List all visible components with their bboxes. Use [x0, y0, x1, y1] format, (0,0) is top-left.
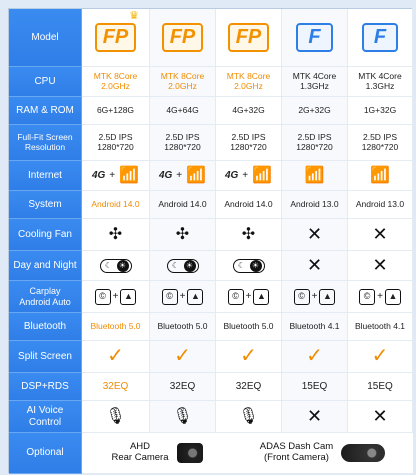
label-voice: AI Voice Control — [9, 401, 82, 433]
microphone-icon: 🎙 — [105, 407, 126, 425]
split-4 — [282, 341, 348, 373]
crown-icon: ♛ — [129, 10, 139, 22]
android-auto-icon: ▲ — [187, 289, 203, 305]
split-3 — [216, 341, 282, 373]
check-icon: ✓ — [174, 345, 191, 367]
internet-4 — [282, 161, 348, 191]
system-3: Android 14.0 — [216, 191, 282, 219]
split-5 — [348, 341, 413, 373]
carplay-3: © + ▲ — [216, 281, 282, 313]
split-1 — [82, 341, 150, 373]
voice-3 — [216, 401, 282, 433]
row-screen — [9, 125, 413, 161]
wifi-icon: 📶 — [370, 166, 390, 184]
row-voice — [9, 401, 413, 433]
ram-3: 4G+32G — [216, 97, 282, 125]
daynight-3 — [216, 251, 282, 281]
row-ram — [9, 97, 413, 125]
label-daynight: Day and Night — [9, 251, 82, 281]
label-system: System — [9, 191, 82, 219]
rear-camera-icon — [177, 443, 203, 463]
carplay-2: © + ▲ — [150, 281, 216, 313]
voice-1 — [82, 401, 150, 433]
adas-label: ADAS Dash Cam (Front Camera) — [259, 441, 334, 463]
carplay-icon: © — [95, 289, 111, 305]
system-5: Android 13.0 — [348, 191, 413, 219]
row-model — [9, 9, 413, 67]
carplay-1: © + ▲ — [82, 281, 150, 313]
carplay-5: © + ▲ — [348, 281, 413, 313]
row-cpu — [9, 67, 413, 97]
fan-5 — [348, 219, 413, 251]
row-dsp — [9, 373, 413, 401]
daynight-1 — [82, 251, 150, 281]
model-3 — [216, 9, 282, 67]
fp-badge: FP — [95, 23, 137, 52]
4g-icon: 4G — [91, 169, 106, 181]
check-icon: ✓ — [107, 345, 124, 367]
row-split — [9, 341, 413, 373]
cpu-5: MTK 4Core 1.3GHz — [348, 67, 413, 97]
split-2 — [150, 341, 216, 373]
screen-2: 2.5D IPS 1280*720 — [150, 125, 216, 161]
label-carplay: Carplay Android Auto — [9, 281, 82, 313]
optional-items — [82, 433, 413, 474]
cross-icon: ✕ — [372, 224, 388, 245]
label-screen: Full-Fit Screen Resolution — [9, 125, 82, 161]
fan-icon: ✣ — [241, 225, 256, 243]
screen-1: 2.5D IPS 1280*720 — [82, 125, 150, 161]
day-night-toggle-icon: ☾ ☀ — [233, 259, 265, 273]
dsp-3: 32EQ — [216, 373, 282, 401]
wifi-icon: 📶 — [119, 166, 140, 184]
internet-3: 4G + 📶 — [216, 161, 282, 191]
check-icon: ✓ — [371, 345, 389, 367]
model-1 — [82, 9, 150, 67]
internet-5 — [348, 161, 413, 191]
ram-2: 4G+64G — [150, 97, 216, 125]
dsp-1: 32EQ — [82, 373, 150, 401]
dsp-2: 32EQ — [150, 373, 216, 401]
comparison-table — [8, 8, 412, 473]
android-auto-icon: ▲ — [253, 289, 269, 305]
carplay-icon: © — [294, 289, 310, 305]
label-bluetooth: Bluetooth — [9, 313, 82, 341]
bluetooth-4: Bluetooth 4.1 — [282, 313, 348, 341]
day-night-toggle-icon: ☾ ☀ — [167, 259, 199, 273]
label-cpu: CPU — [9, 67, 82, 97]
fp-badge: FP — [162, 23, 204, 52]
system-2: Android 14.0 — [150, 191, 216, 219]
wifi-icon: 📶 — [252, 166, 273, 184]
optional-ahd — [82, 442, 232, 464]
ram-4: 2G+32G — [282, 97, 348, 125]
4g-icon: 4G — [158, 169, 173, 181]
ahd-label: AHD Rear Camera — [111, 441, 169, 463]
row-daynight — [9, 251, 413, 281]
fan-1 — [82, 219, 150, 251]
voice-5 — [348, 401, 413, 433]
cross-icon: ✕ — [306, 406, 323, 427]
cpu-2: MTK 8Core 2.0GHz — [150, 67, 216, 97]
label-model: Model — [9, 9, 82, 67]
label-ram: RAM & ROM — [9, 97, 82, 125]
label-optional: Optional — [9, 433, 82, 474]
row-internet — [9, 161, 413, 191]
screen-3: 2.5D IPS 1280*720 — [216, 125, 282, 161]
cross-icon: ✕ — [372, 255, 388, 276]
day-night-toggle-icon: ☾ ☀ — [100, 259, 132, 273]
screen-5: 2.5D IPS 1280*720 — [348, 125, 413, 161]
f-badge: F — [362, 23, 398, 52]
fan-3 — [216, 219, 282, 251]
bluetooth-2: Bluetooth 5.0 — [150, 313, 216, 341]
row-bluetooth — [9, 313, 413, 341]
ram-5: 1G+32G — [348, 97, 413, 125]
row-system — [9, 191, 413, 219]
cross-icon: ✕ — [306, 224, 323, 245]
check-icon: ✓ — [306, 345, 323, 367]
cross-icon: ✕ — [306, 255, 323, 276]
cpu-1: MTK 8Core 2.0GHz — [82, 67, 150, 97]
android-auto-icon: ▲ — [120, 289, 136, 305]
check-icon: ✓ — [240, 345, 257, 367]
voice-4 — [282, 401, 348, 433]
label-internet: Internet — [9, 161, 82, 191]
optional-adas — [232, 442, 413, 464]
daynight-2 — [150, 251, 216, 281]
microphone-icon: 🎙 — [238, 407, 259, 425]
4g-icon: 4G — [224, 169, 239, 181]
carplay-icon: © — [228, 289, 244, 305]
fan-icon: ✣ — [108, 225, 123, 243]
model-4 — [282, 9, 348, 67]
microphone-icon: 🎙 — [172, 407, 193, 425]
fan-icon: ✣ — [175, 225, 190, 243]
carplay-icon: © — [162, 289, 178, 305]
model-2 — [150, 9, 216, 67]
cross-icon: ✕ — [372, 406, 388, 427]
daynight-5 — [348, 251, 413, 281]
bluetooth-3: Bluetooth 5.0 — [216, 313, 282, 341]
screen-4: 2.5D IPS 1280*720 — [282, 125, 348, 161]
label-fan: Cooling Fan — [9, 219, 82, 251]
dsp-4: 15EQ — [282, 373, 348, 401]
ram-1: 6G+128G — [82, 97, 150, 125]
fan-2 — [150, 219, 216, 251]
label-split: Split Screen — [9, 341, 82, 373]
fan-4 — [282, 219, 348, 251]
model-5 — [348, 9, 413, 67]
daynight-4 — [282, 251, 348, 281]
system-4: Android 13.0 — [282, 191, 348, 219]
wifi-icon: 📶 — [304, 166, 325, 184]
carplay-icon: © — [359, 289, 375, 305]
cpu-3: MTK 8Core 2.0GHz — [216, 67, 282, 97]
android-auto-icon: ▲ — [319, 289, 335, 305]
row-fan — [9, 219, 413, 251]
internet-2: 4G + 📶 — [150, 161, 216, 191]
wifi-icon: 📶 — [186, 166, 207, 184]
fp-badge: FP — [228, 23, 270, 52]
internet-1: 4G + 📶 — [82, 161, 150, 191]
dsp-5: 15EQ — [348, 373, 413, 401]
dash-cam-icon — [341, 444, 385, 462]
carplay-4: © + ▲ — [282, 281, 348, 313]
label-dsp: DSP+RDS — [9, 373, 82, 401]
row-carplay — [9, 281, 413, 313]
bluetooth-1: Bluetooth 5.0 — [82, 313, 150, 341]
f-badge: F — [296, 23, 332, 52]
android-auto-icon: ▲ — [385, 289, 401, 305]
cpu-4: MTK 4Core 1.3GHz — [282, 67, 348, 97]
bluetooth-5: Bluetooth 4.1 — [348, 313, 413, 341]
voice-2 — [150, 401, 216, 433]
system-1: Android 14.0 — [82, 191, 150, 219]
